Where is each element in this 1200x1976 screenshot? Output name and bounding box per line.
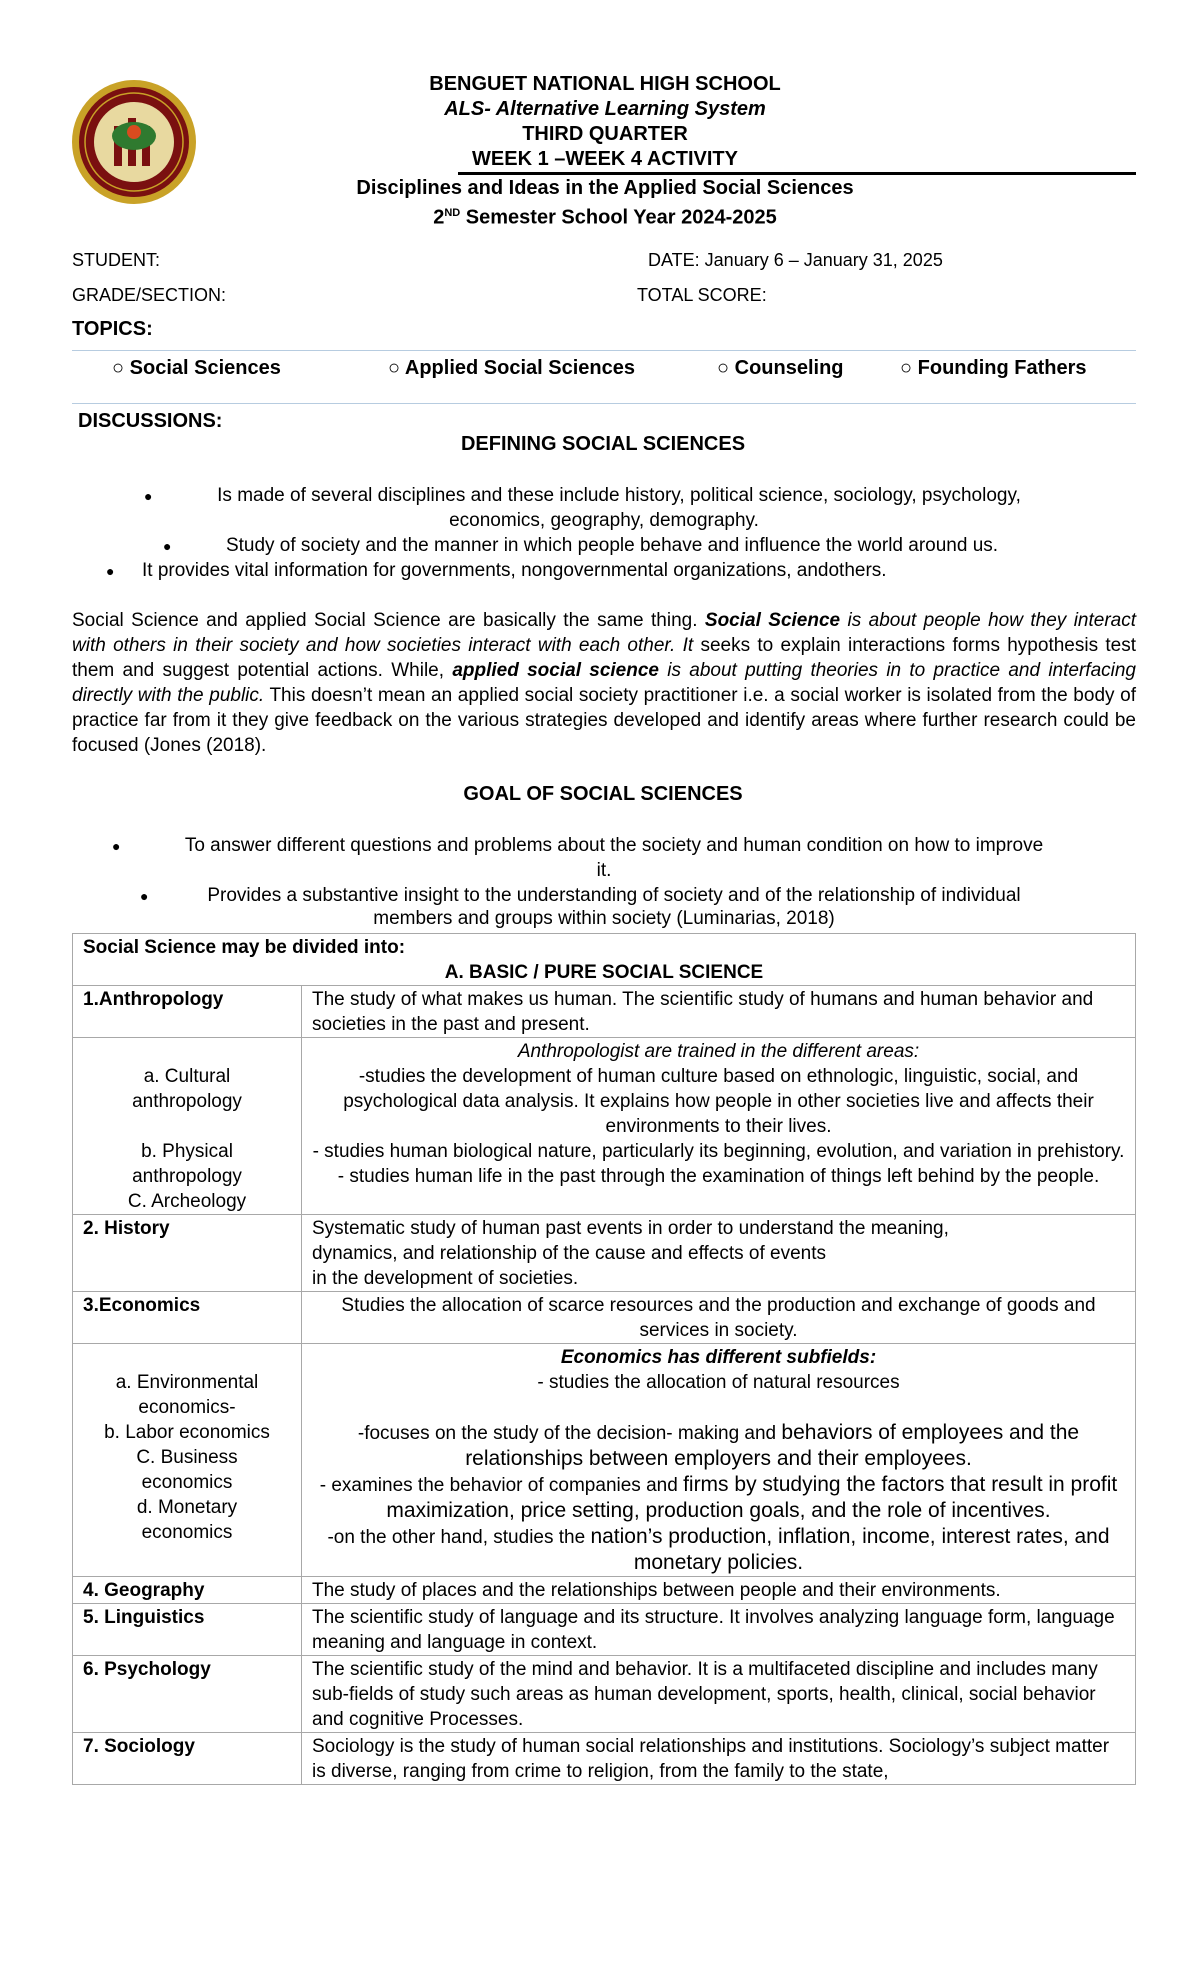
para-text: is (840, 610, 869, 631)
topics-label: TOPICS: (72, 318, 153, 340)
discipline-desc: The scientific study of language and its structure. It involves analyzing language form, language meaning and language in context. (302, 1604, 1136, 1656)
table-row (73, 986, 1136, 1038)
desc-line: in the development of societies. (312, 1268, 579, 1289)
para-text: is (658, 660, 690, 681)
discipline-desc: The scientific study of the mind and behavior. It is a multifaceted discipline and includes many sub-fields of study such areas as human development, sports, health, clinical, social behavior and cognitive Processes. (302, 1656, 1136, 1733)
para-text: seeks to explain interactions forms hypothesis test them and suggest potential actions. While, (72, 635, 1136, 681)
para-definition: about people how they interact with others in their society and how societies interact with each other. It (72, 610, 1137, 656)
discipline-name: 2. History (73, 1215, 302, 1292)
subject-title: Disciplines and Ideas in the Applied Social Sciences (356, 177, 854, 199)
desc-part: - examines the behavior of companies and (319, 1475, 684, 1496)
subfield-desc (312, 1472, 1125, 1524)
discipline-name: 7. Sociology (73, 1733, 302, 1785)
goal-bullet-text: To answer different questions and problems about the society and human condition on how to improve (184, 835, 1044, 856)
school-seal-logo (70, 78, 198, 206)
subfield-heading: Anthropologist are trained in the different areas: (517, 1041, 920, 1062)
table-row (73, 1733, 1136, 1785)
economics-areas (302, 1344, 1136, 1577)
quarter-label: THIRD QUARTER (522, 123, 688, 145)
defining-social-sciences-title: DEFINING SOCIAL SCIENCES (460, 433, 746, 455)
topic-applied-social-sciences: ○ Applied Social Sciences (388, 357, 635, 379)
discipline-desc: Sociology is the study of human social relationships and institutions. Sociology’s subject matter is diverse, ranging from crime to religion, from the family to the state, (302, 1733, 1136, 1785)
desc-part: firms by studying the factors that result in profit maximization, price setting, production goals, and the role of incentives. (386, 1473, 1118, 1522)
program-name: ALS- Alternative Learning System (444, 98, 766, 120)
subfield-desc (312, 1420, 1125, 1472)
discipline-desc (302, 1215, 1136, 1292)
subfield-desc (312, 1524, 1125, 1576)
subfield-label: economics (141, 1472, 233, 1493)
subfield-label: b. Labor economics (104, 1422, 270, 1443)
semester-superscript: ND (444, 207, 461, 219)
table-row (73, 934, 1136, 986)
semester-number: 2 (433, 206, 445, 229)
goal-title: GOAL OF SOCIAL SCIENCES (463, 783, 743, 805)
table-intro: Social Science may be divided into: (83, 937, 406, 958)
para-text: Social Science and applied Social Science are basically the same thing. (72, 610, 705, 631)
subfield-heading: Economics has different subfields: (560, 1347, 877, 1368)
subfield-label: d. Monetary (136, 1497, 238, 1518)
desc-part: behaviors of employees and the relationships between employers and their employees. (465, 1421, 1080, 1470)
desc-line: dynamics, and relationship of the cause and effects of events (312, 1243, 827, 1264)
subfield-label: economics- (138, 1397, 236, 1418)
subfield-label: a. Environmental (115, 1372, 259, 1393)
goal-bullet-continuation: it. (596, 860, 612, 881)
table-row (73, 1038, 1136, 1215)
goal-bullet-text: Provides a substantive insight to the understanding of society and of the relationship of individual (207, 885, 1021, 906)
bullet-text: Is made of several disciplines and these include history, political science, sociology, psychology, (217, 485, 1021, 506)
desc-line: Systematic study of human past events in order to understand the meaning, (312, 1218, 949, 1239)
activity-label: WEEK 1 –WEEK 4 ACTIVITY (472, 148, 738, 170)
table-row (73, 1604, 1136, 1656)
topic-counseling: ○ Counseling (717, 357, 844, 379)
topics-bottom-border (72, 403, 1136, 404)
discipline-desc: The study of places and the relationships between people and their environments. (302, 1577, 1136, 1604)
subfield-desc: -studies the development of human culture based on ethnologic, linguistic, social, and psychological data analysis. It explains how people in other societies live and affects their environments to their lives. (343, 1066, 1094, 1137)
subfield-desc: - studies human life in the past through the examination of things left behind by the people. (337, 1166, 1100, 1187)
student-field: STUDENT: (72, 250, 161, 270)
subfield-label: C. Business (136, 1447, 238, 1468)
table-section-title: A. BASIC / PURE SOCIAL SCIENCE (444, 962, 764, 983)
topics-top-border (72, 350, 1136, 351)
subfield-label: b. Physical (141, 1141, 233, 1162)
economics-subfields (73, 1344, 302, 1577)
discipline-desc: Studies the allocation of scarce resources and the production and exchange of goods and services in society. (302, 1292, 1136, 1344)
bullet-text: It provides vital information for governments, nongovernmental organizations, andothers. (142, 560, 887, 581)
subfield-label: C. Archeology (127, 1191, 247, 1212)
discipline-desc: The study of what makes us human. The scientific study of humans and human behavior and societies in the past and present. (302, 986, 1136, 1038)
goal-bullet-continuation: members and groups within society (Luminarias, 2018) (373, 908, 835, 929)
table-intro-cell (73, 934, 1136, 986)
discipline-name: 6. Psychology (73, 1656, 302, 1733)
bullet-item: ● It provides vital information for governments, nongovernmental organizations, andothers. (106, 560, 887, 581)
discipline-name: 4. Geography (73, 1577, 302, 1604)
goal-bullet-item: ● To answer different questions and problems about the society and human condition on how to improve (112, 835, 1044, 856)
subfield-label: anthropology (132, 1166, 242, 1187)
total-score-field: TOTAL SCORE: (637, 285, 767, 305)
subfield-desc: - studies the allocation of natural resources (537, 1372, 900, 1393)
para-text: This doesn’t mean an applied social society practitioner i.e. a social worker is isolated from the body of practice far from it they give feedback on the various strategies developed and identify areas where further research could be focused (Jones (2018). (72, 685, 1136, 756)
para-term-social-science: Social Science (704, 610, 841, 631)
topic-founding-fathers: ○ Founding Fathers (900, 357, 1087, 379)
subfield-desc: - studies human biological nature, particularly its beginning, evolution, and variation in prehistory. (312, 1141, 1125, 1162)
discipline-name: 1.Anthropology (73, 986, 302, 1038)
subfield-label: anthropology (132, 1091, 242, 1112)
subfield-label: economics (141, 1522, 233, 1543)
para-definition: about putting theories in to practice and interfacing directly with the public. (72, 660, 1136, 706)
topic-social-sciences: ○ Social Sciences (112, 357, 281, 379)
goal-bullet-item: ● Provides a substantive insight to the understanding of society and of the relationship of individual (140, 885, 1021, 906)
anthropology-areas (302, 1038, 1136, 1215)
social-science-table (72, 933, 1136, 1785)
table-row (73, 1656, 1136, 1733)
para-term-applied-social-science: applied social science (452, 660, 659, 681)
bullet-continuation: economics, geography, demography. (449, 510, 759, 531)
anthropology-subfields (73, 1038, 302, 1215)
date-field: DATE: January 6 – January 31, 2025 (648, 250, 943, 270)
semester-label (250, 201, 960, 231)
discipline-name: 5. Linguistics (73, 1604, 302, 1656)
semester-text: Semester School Year 2024-2025 (460, 206, 777, 229)
school-name: BENGUET NATIONAL HIGH SCHOOL (429, 73, 781, 95)
header-divider (458, 172, 1136, 175)
bullet-item: ● Is made of several disciplines and these include history, political science, sociology, psychology, (144, 485, 1021, 506)
grade-section-field: GRADE/SECTION: (72, 285, 227, 305)
table-row (73, 1292, 1136, 1344)
subfield-label: a. Cultural (143, 1066, 231, 1087)
discipline-name: 3.Economics (73, 1292, 302, 1344)
desc-part: -on the other hand, studies the (327, 1527, 591, 1548)
desc-part: nation’s production, inflation, income, interest rates, and monetary policies. (590, 1525, 1110, 1574)
desc-part: -focuses on the study of the decision- making and (357, 1423, 782, 1444)
intro-paragraph (72, 608, 1136, 758)
table-row (73, 1215, 1136, 1292)
bullet-item: ● Study of society and the manner in which people behave and influence the world around us. (163, 535, 999, 556)
table-row (73, 1344, 1136, 1577)
table-row (73, 1577, 1136, 1604)
discussions-label: DISCUSSIONS: (78, 410, 223, 432)
bullet-text: Study of society and the manner in which people behave and influence the world around us. (225, 535, 999, 556)
